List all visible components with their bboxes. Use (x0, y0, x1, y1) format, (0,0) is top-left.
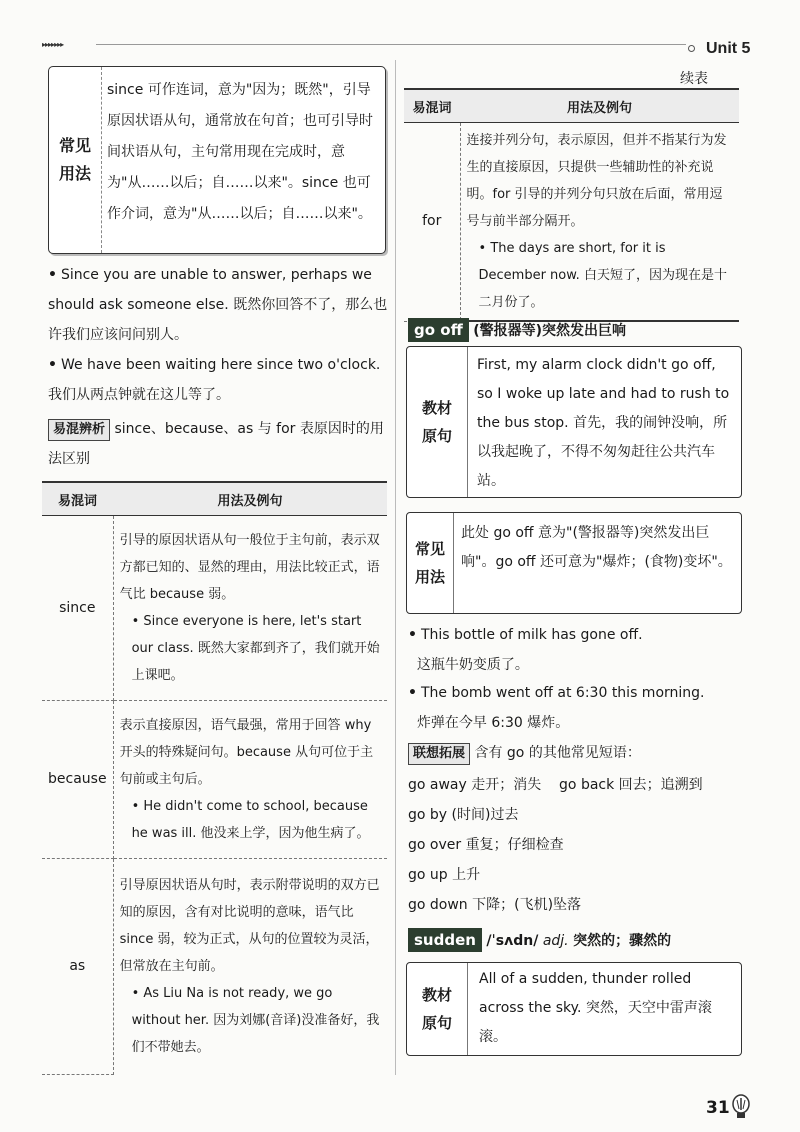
textbook-box-sudden (406, 962, 742, 1056)
continued-label: 续表 (680, 71, 708, 87)
usage-label: 常见 用法 (407, 513, 454, 613)
usage-note-box (48, 66, 386, 254)
list-item: go up 上升 (408, 867, 481, 883)
go-off-heading: go off (警报器等)突然发出巨响 (408, 318, 743, 343)
list-item: go over 重复；仔细检查 (408, 837, 564, 853)
unit-title: Unit 5 (706, 40, 751, 57)
usage-note-text: since 可作连词，意为"因为；既然"，引导原因状语从句，通常放在句首；也可引导时间状语从句，主句常用现在完成时，意为"从……以后；自……以来"。since 也可作介词，意为"从……以后；自……以来"。 (107, 82, 373, 222)
table-row: for 连接并列分句，表示原因，但并不指某行为发生的直接原因，只提供一些辅助性的补充说明。for 引导的并列分句只放在后面，常用逗号与前半部分隔开。 • The days are short, for it is December now. 白天短了，因为现在是十二月份了。 (404, 123, 739, 322)
extension-tag: 联想拓展 (408, 743, 470, 765)
table-row: as 引导原因状语从句时，表示附带说明的双方已知的原因，含有对比说明的意味，语气比 since 弱，较为正式，从句的位置较为灵活，但常放在主句前。 • As Liu Na is not ready, we go without her. 因为刘娜(音译)没准备好，我们不带她去。 (42, 859, 387, 1075)
confusion-heading: 易混辨析 since、because、as 与 for 表原因时的用法区别 (48, 421, 384, 467)
header-circle-icon (688, 45, 695, 52)
go-off-tag: go off (408, 318, 469, 342)
confusion-tag: 易混辨析 (48, 419, 110, 441)
example-1: • Since you are unable to answer, perhaps we should ask someone else. 既然你回答不了，那么也许我们应该问问别人。 (48, 267, 388, 343)
column-divider (395, 60, 396, 1075)
list-item: go away 走开；消失 go back 回去；追溯到 (408, 777, 703, 793)
phrase-list (408, 770, 743, 920)
extension-heading: 联想拓展 含有 go 的其他常见短语： (408, 740, 743, 766)
sudden-heading: sudden /ˈsʌdn/ adj. 突然的；骤然的 (408, 928, 743, 953)
example-2: • We have been waiting here since two o'clock. 我们从两点钟就在这儿等了。 (48, 357, 381, 403)
header-arrows: ▸▸▸▸▸▸▸ (42, 40, 64, 49)
confusion-table-continued (404, 88, 739, 322)
header-rule (96, 44, 686, 45)
sudden-tag: sudden (408, 928, 482, 952)
table-row: because 表示直接原因，语气最强，常用于回答 why 开头的特殊疑问句。because 从句可位于主句前或主句后。 • He didn't come to school, because he was ill. 他没来上学，因为他生病了。 (42, 701, 387, 859)
go-off-example-2: • The bomb went off at 6:30 this morning. 炸弹在今早 6:30 爆炸。 (408, 685, 705, 731)
textbook-sentence: All of a sudden, thunder rolled across the sky. 突然，天空中雷声滚滚。 (479, 971, 712, 1045)
go-off-example-1: • This bottle of milk has gone off. 这瓶牛奶变质了。 (408, 627, 643, 673)
table-header: 易混词 用法及例句 (404, 89, 739, 123)
textbook-label: 教材 原句 (407, 347, 468, 497)
table-row: since 引导的原因状语从句一般位于主句前，表示双方都已知的、显然的理由，用法比较正式，语气比 because 弱。 • Since everyone is here, let's start our class. 既然大家都到齐了，我们就开始上课吧。 (42, 516, 387, 701)
usage-box-go-off (406, 512, 742, 614)
list-item: go down 下降；(飞机)坠落 (408, 897, 582, 913)
usage-text: 此处 go off 意为"(警报器等)突然发出巨响"。go off 还可意为"爆炸；(食物)变坏"。 (461, 525, 732, 570)
list-item: go by (时间)过去 (408, 807, 519, 823)
lightbulb-icon (730, 1094, 752, 1120)
page-number: 31 (706, 1098, 730, 1118)
table-header: 易混词 用法及例句 (42, 482, 387, 516)
textbook-box-go-off (406, 346, 742, 498)
usage-note-label: 常见 用法 (49, 67, 102, 253)
textbook-label: 教材 原句 (407, 963, 468, 1055)
confusion-table (42, 481, 387, 1075)
textbook-sentence: First, my alarm clock didn't go off, so I woke up late and had to rush to the bus stop. 首先，我的闹钟没响，所以我起晚了，不得不匆匆赶往公共汽车站。 (477, 357, 730, 489)
